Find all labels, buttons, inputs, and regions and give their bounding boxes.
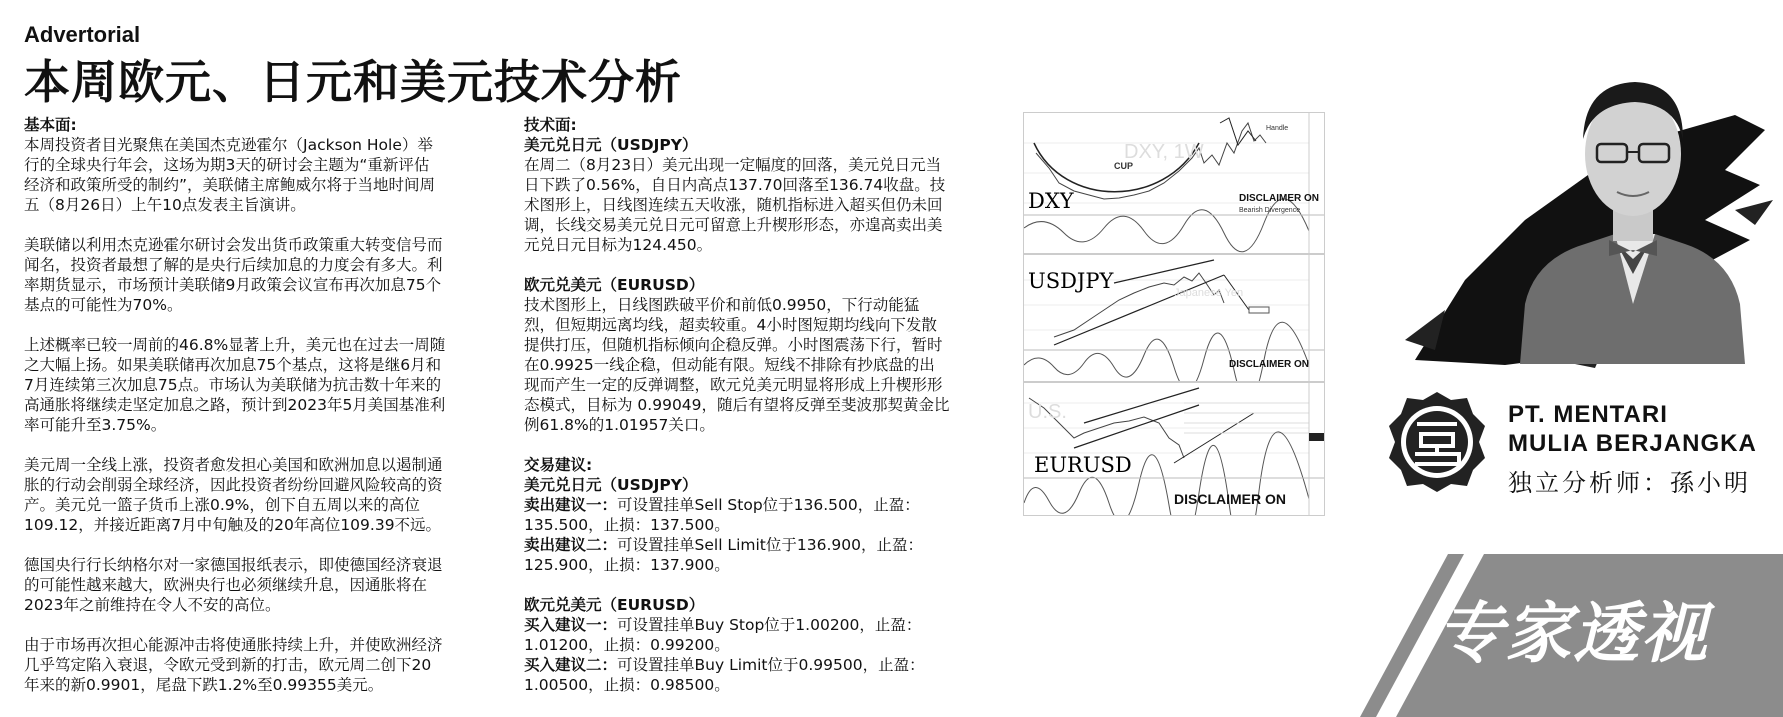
advice-eurusd-item-2 xyxy=(524,655,1002,695)
eurusd-analysis: 技术图形上，日线图跌破平价和前低0.9950，下行动能猛 烈，但短期远离均线，超卖较重。4小时图短期均线向下发散 提供打压，但随机指标倾向企稳反弹。小时图震荡下行，暂时 在0.9925一线企稳，但动能有限。短线不排除有抄底盘的出 现而产生一定的反弹调整，欧元兑美元明显将形成上升楔形形 态模式，目标为 0.99049，随后有望将反弹至斐波那契黄金比 例61.8%的1.01957关口。 xyxy=(524,296,950,434)
advice-usdjpy-item-1 xyxy=(524,495,1002,535)
advice-heading: 交易建议: xyxy=(524,456,593,474)
eurusd-heading: 欧元兑美元（EURUSD） xyxy=(524,276,705,294)
fundamentals-paragraph-4: 美元周一全线上涨，投资者愈发担心美国和欧洲加息以遏制通 胀的行动会削弱全球经济，因此投资者纷纷回避风险较高的资 产。美元兑一篮子货币上涨0.9%，创下自五周以来的高位 109.12，并接近距离7月中旬触及的20年高位109.39不远。 xyxy=(24,456,443,534)
dxy-label: DXY xyxy=(1028,189,1074,213)
advice-text: 可设置挂单Sell Limit位于136.900，止盈： 125.900，止损：137.900。 xyxy=(524,536,923,574)
advice-text: 可设置挂单Buy Stop位于1.00200，止盈： 1.01200，止损：0.99200。 xyxy=(524,616,922,654)
divergence-label: Bearish Divergence xyxy=(1239,207,1301,214)
fundamentals-paragraph-1: 本周投资者目光聚焦在美国杰克逊霍尔（Jackson Hole）举 行的全球央行年会，这场为期3天的研讨会主题为“重新评估 经济和政策所受的制约”，美联储主席鲍威尔将于当地时间周 五（8月26日）上午10点发表主旨演讲。 xyxy=(24,136,436,214)
advice-usdjpy-item-2 xyxy=(524,535,1002,575)
advice-eurusd-heading: 欧元兑美元（EURUSD） xyxy=(524,596,705,614)
disclaimer-label: DISCLAIMER ON xyxy=(1174,491,1286,507)
cup-label: CUP xyxy=(1114,161,1134,171)
advertorial-tag: Advertorial xyxy=(24,22,141,47)
usdjpy-heading: 美元兑日元（USDJPY） xyxy=(524,136,698,154)
handle-label: Handle xyxy=(1266,125,1289,132)
advice-label: 买入建议一： xyxy=(524,616,618,634)
fundamentals-paragraph-2: 美联储以利用杰克逊霍尔研讨会发出货币政策重大转变信号而 闻名，投资者最想了解的是央行后续加息的力度会有多大。利 率期货显示，市场预计美联储9月政策会议宣布再次加息75个 基点的可能性为70%。 xyxy=(24,236,443,314)
usdjpy-analysis: 在周二（8月23日）美元出现一定幅度的回落，美元兑日元当 日下跌了0.56%，自日内高点137.70回落至136.74收盘。技 术图形上，日线图连续五天收涨，随机指标进入超买但仍未回 调，长线交易美元兑日元可留意上升楔形形态，亦遑高卖出美 元兑日元目标为124.450。 xyxy=(524,156,946,254)
fundamentals-paragraph-3: 上述概率已较一周前的46.8%显著上升，美元也在过去一周随 之大幅上扬。如果美联储再次加息75个基点，这将是继6月和 7月连续第三次加息75点。市场认为美联储为抗击数十年来的 高通胀将继续走坚定加息之路，预计到2023年5月美国基准利 率可能升至3.75%。 xyxy=(24,336,446,434)
fundamentals-column xyxy=(24,115,502,715)
advice-label: 卖出建议二： xyxy=(524,536,618,554)
advice-label: 买入建议二： xyxy=(524,656,618,674)
fundamentals-paragraph-5: 德国央行行长纳格尔对一家德国报纸表示，即使德国经济衰退 的可能性越来越大，欧洲央行也必须继续升息，因通胀将在 2023年之前维持在令人不安的高位。 xyxy=(24,556,443,614)
page-headline: 本周欧元、日元和美元技术分析 xyxy=(24,55,682,109)
chart-watermark: U.S. xyxy=(1028,401,1067,423)
advice-usdjpy-heading: 美元兑日元（USDJPY） xyxy=(524,476,698,494)
analyst-name: 独立分析师：孫小明 xyxy=(1508,469,1751,497)
analyst-portrait xyxy=(1505,44,1755,364)
advice-text: 可设置挂单Sell Stop位于136.500，止盈： 135.500，止损：137.500。 xyxy=(524,496,920,534)
company-name xyxy=(1508,400,1757,458)
technicals-heading: 技术面: xyxy=(524,116,577,134)
advice-eurusd-item-1 xyxy=(524,615,1002,655)
advice-label: 卖出建议一： xyxy=(524,496,618,514)
dxy-chart xyxy=(1023,112,1325,254)
eurusd-label: EURUSD xyxy=(1034,453,1132,477)
company-name-line-2: MULIA BERJANGKA xyxy=(1508,430,1757,457)
disclaimer-label: DISCLAIMER ON xyxy=(1239,193,1319,204)
dxy-chart-graphic xyxy=(1024,113,1324,253)
usdjpy-label: USDJPY xyxy=(1028,269,1114,293)
company-name-line-1: PT. MENTARI xyxy=(1508,401,1668,428)
chart-watermark: Japanese Yen xyxy=(1174,287,1244,299)
fundamentals-paragraph-6: 由于市场再次担心能源冲击将使通胀持续上升，并使欧洲经济 几乎笃定陷入衰退，令欧元受到新的打击，欧元周二创下20 年来的新0.9901，尾盘下跌1.2%至0.99355美元。 xyxy=(24,636,443,694)
company-logo xyxy=(1385,390,1489,494)
technicals-column xyxy=(524,115,1002,695)
eurusd-chart xyxy=(1023,382,1325,516)
disclaimer-label: DISCLAIMER ON xyxy=(1229,359,1309,370)
advice-text: 可设置挂单Buy Limit位于0.99500，止盈： 1.00500，止损：0.98500。 xyxy=(524,656,925,694)
fundamentals-heading: 基本面: xyxy=(24,116,77,134)
usdjpy-chart xyxy=(1023,254,1325,382)
chart-watermark: DXY, 1W xyxy=(1124,141,1204,163)
expert-banner-title: 专家透视 xyxy=(1437,595,1709,672)
